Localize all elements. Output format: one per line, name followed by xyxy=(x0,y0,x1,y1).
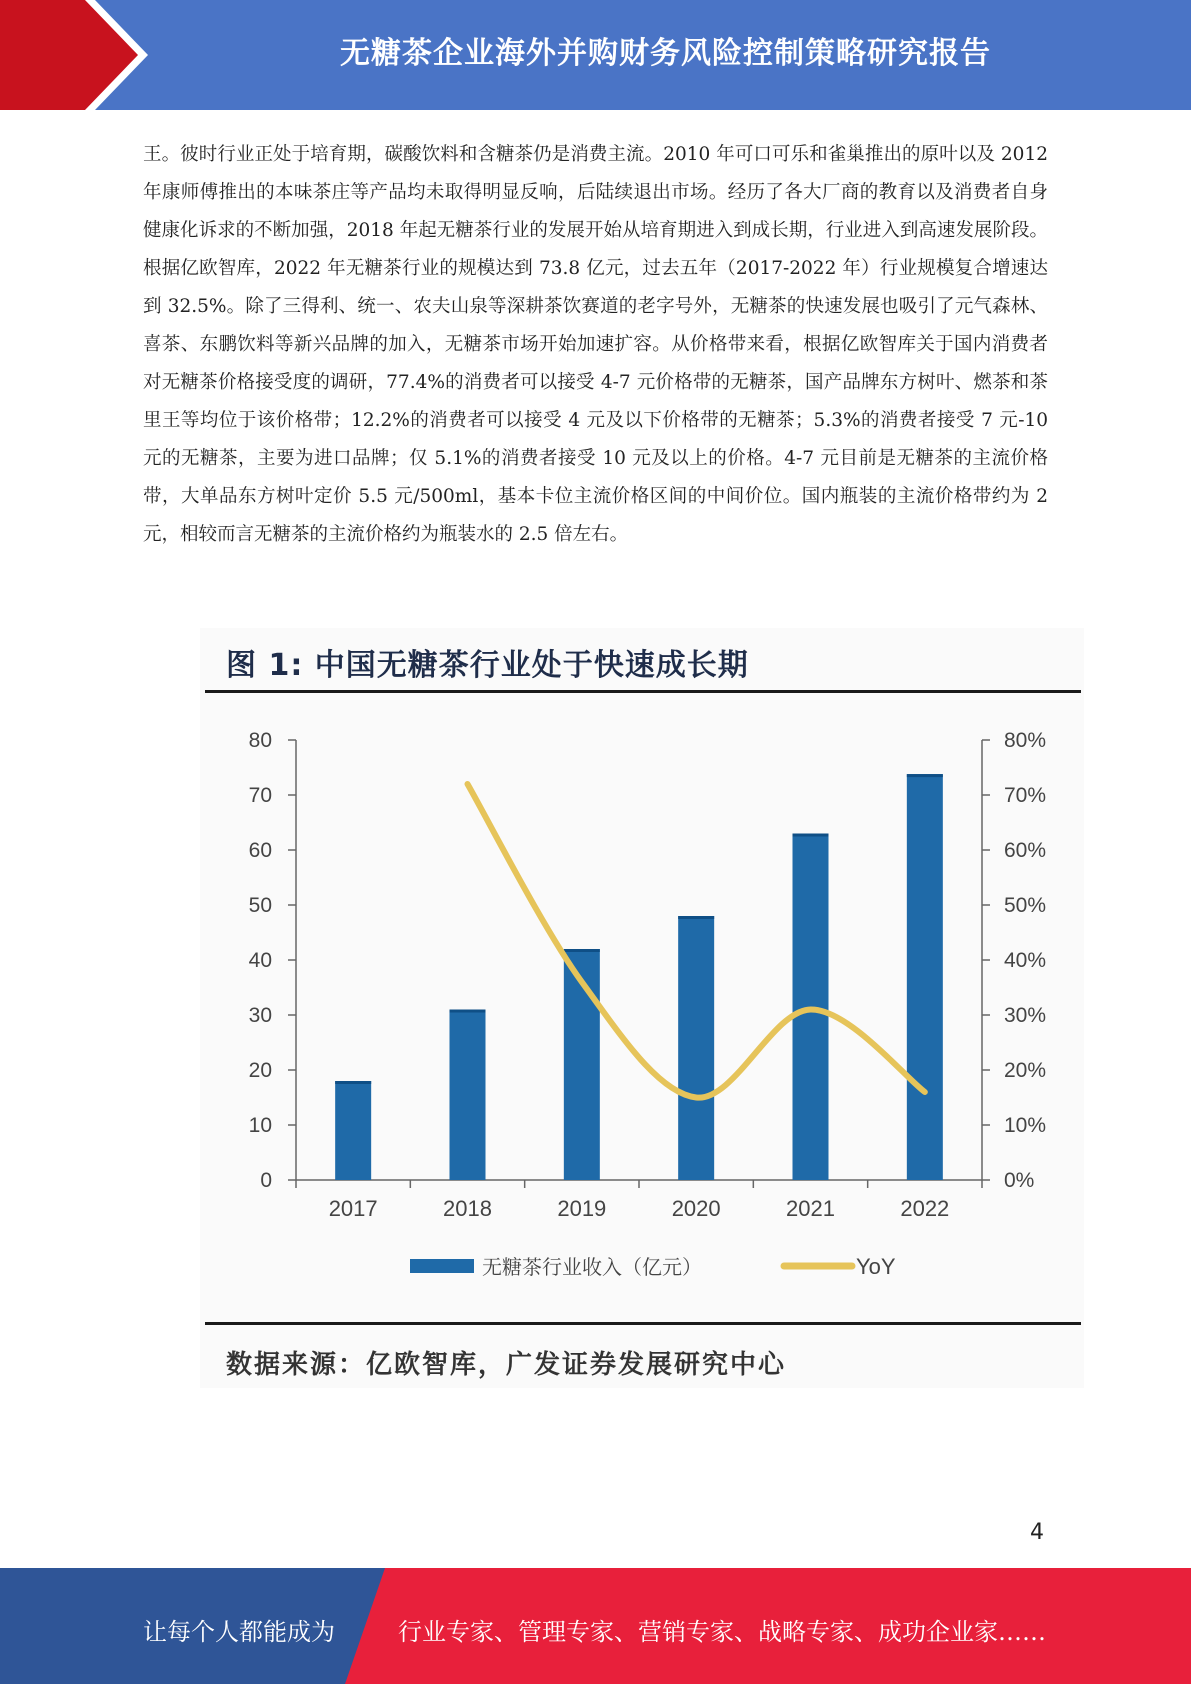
legend-swatch-bar xyxy=(410,1259,474,1273)
y-tick-label-left: 10 xyxy=(248,1114,272,1137)
y-tick-label-left: 0 xyxy=(260,1169,272,1192)
bar-cap xyxy=(678,916,714,919)
bar-2018 xyxy=(450,1010,486,1181)
y-tick-label-right: 0% xyxy=(1004,1169,1035,1192)
y-tick-label-left: 70 xyxy=(248,784,272,807)
footer-slogan-right: 行业专家、管理专家、营销专家、战略专家、成功企业家…… xyxy=(398,1618,1046,1646)
y-tick-label-left: 80 xyxy=(248,729,272,752)
figure-source: 数据来源：亿欧智库，广发证券发展研究中心 xyxy=(226,1350,787,1380)
y-tick-label-right: 20% xyxy=(1004,1059,1047,1082)
y-tick-label-right: 80% xyxy=(1004,729,1047,752)
y-tick-label-left: 50 xyxy=(248,894,272,917)
y-tick-label-left: 20 xyxy=(248,1059,272,1082)
page-number: 4 xyxy=(1030,1520,1044,1545)
y-tick-label-right: 10% xyxy=(1004,1114,1047,1137)
x-tick-label: 2017 xyxy=(328,1196,378,1221)
bar-cap xyxy=(793,834,829,837)
body-paragraph: 王。彼时行业正处于培育期，碳酸饮料和含糖茶仍是消费主流。2010 年可口可乐和雀巢推出的原叶以及 2012 年康师傅推出的本味茶庄等产品均未取得明显反响，后陆续退出市场。经历了各大厂商的教育以及消费者自身健康化诉求的不断加强，2018 年起无糖茶行业的发展开始从培育期进入到成长期，行业进入到高速发展阶段。根据亿欧智库，2022 年无糖茶行业的规模达到 73.8 亿元，过去五年（2017-2022 年）行业规模复合增速达到 32.5%。除了三得利、统一、农夫山泉等深耕茶饮赛道的老字号外，无糖茶的快速发展也吸引了元气森林、喜茶、东鹏饮料等新兴品牌的加入，无糖茶市场开始加速扩容。从价格带来看，根据亿欧智库关于国内消费者对无糖茶价格接受度的调研，77.4%的消费者可以接受 4-7 元价格带的无糖茶，国产品牌东方树叶、燃茶和茶里王等均位于该价格带；12.2%的消费者可以接受 4 元及以下价格带的无糖茶；5.3%的消费者接受 7 元-10 元的无糖茶，主要为进口品牌；仅 5.1%的消费者接受 10 元及以上的价格。4-7 元目前是无糖茶的主流价格带，大单品东方树叶定价 5.5 元/500ml，基本卡位主流价格区间的中间价位。国内瓶装的主流价格带约为 2 元，相较而言无糖茶的主流价格约为瓶装水的 2.5 倍左右。 xyxy=(143,144,1048,545)
legend-label-line: YoY xyxy=(856,1254,896,1279)
y-tick-label-left: 40 xyxy=(248,949,272,972)
page-footer xyxy=(0,1568,1191,1684)
x-tick-label: 2021 xyxy=(786,1196,835,1221)
x-tick-label: 2019 xyxy=(557,1196,607,1221)
bar-cap xyxy=(907,774,943,777)
footer-slogan-left: 让每个人都能成为 xyxy=(143,1618,335,1646)
y-tick-label-left: 30 xyxy=(248,1004,272,1027)
y-tick-label-left: 60 xyxy=(248,839,272,862)
y-tick-label-right: 40% xyxy=(1004,949,1047,972)
x-tick-label: 2018 xyxy=(443,1196,492,1221)
figure-bottom-rule xyxy=(205,1322,1081,1325)
y-tick-label-right: 30% xyxy=(1004,1004,1047,1027)
bar-cap xyxy=(335,1081,371,1084)
legend-label-bar: 无糖茶行业收入（亿元） xyxy=(482,1255,702,1279)
bar-cap xyxy=(450,1010,486,1013)
x-tick-label: 2020 xyxy=(671,1196,721,1221)
bar-2017 xyxy=(335,1081,371,1180)
y-tick-label-right: 50% xyxy=(1004,894,1047,917)
bar-cap xyxy=(564,949,600,952)
y-tick-label-right: 70% xyxy=(1004,784,1047,807)
bar-2022 xyxy=(907,774,943,1180)
x-tick-label: 2022 xyxy=(900,1196,950,1221)
y-tick-label-right: 60% xyxy=(1004,839,1047,862)
figure-title: 图 1: 中国无糖茶行业处于快速成长期 xyxy=(226,648,749,683)
bar-2020 xyxy=(678,916,714,1180)
header-title: 无糖茶企业海外并购财务风险控制策略研究报告 xyxy=(340,36,991,71)
